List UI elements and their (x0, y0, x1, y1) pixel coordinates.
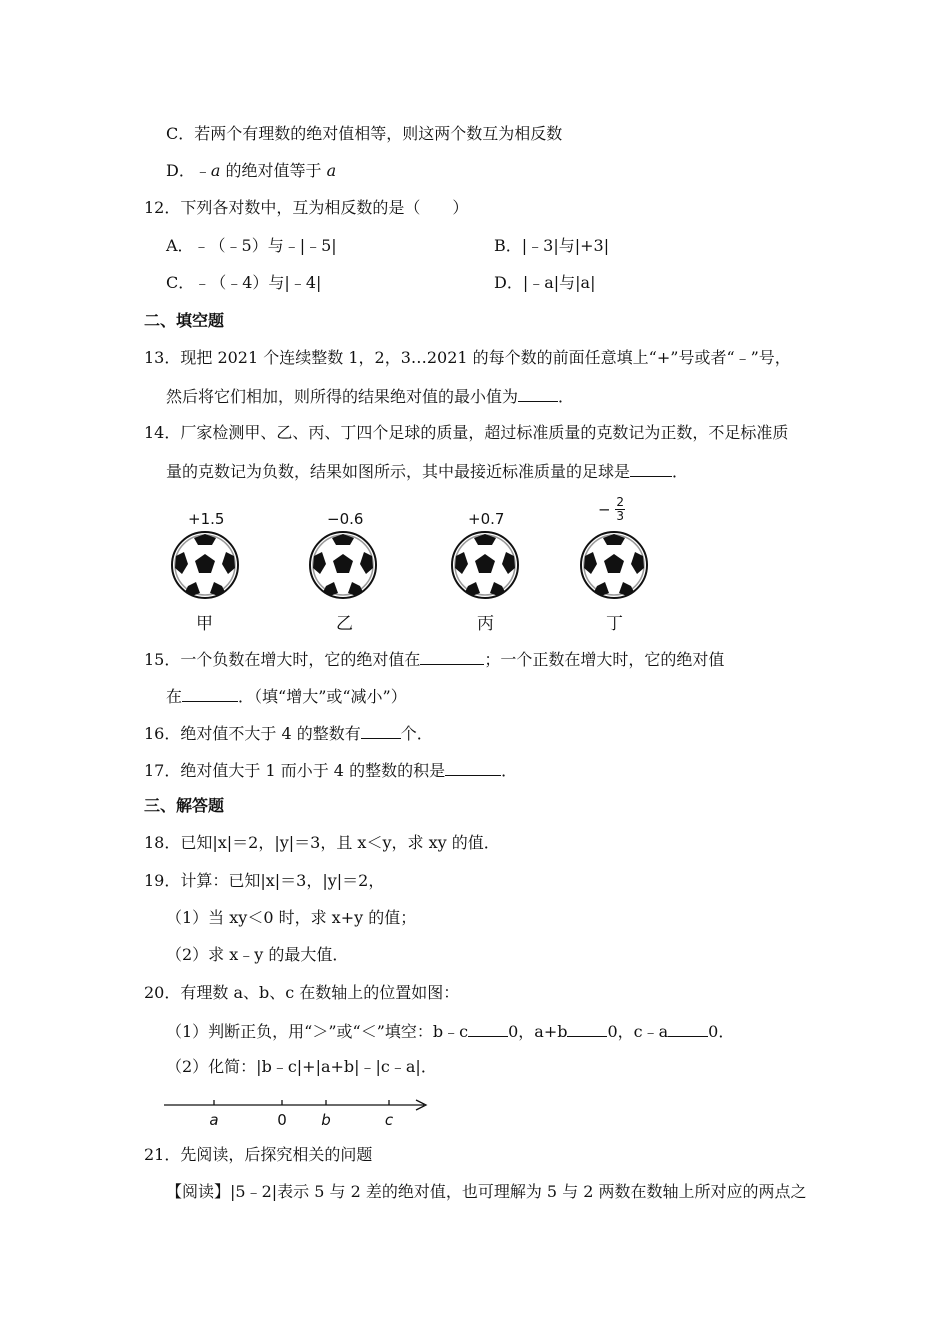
q19-part1: （1）当 xy＜0 时，求 x+y 的值； (166, 908, 417, 927)
ball-yi-label: 乙 (336, 614, 353, 634)
q15-line1-b: ；一个正数在增大时，它的绝对值 (484, 650, 725, 669)
q13-line2 (166, 385, 574, 407)
q15-blank-1[interactable] (420, 648, 484, 665)
label-zero: 0 (277, 1111, 287, 1129)
q21-read: 【阅读】|5﹣2|表示 5 与 2 差的绝对值，也可理解为 5 与 2 两数在数轴上所对应的两点之 (166, 1182, 807, 1201)
q11-option-c: C．若两个有理数的绝对值相等，则这两个数互为相反数 (166, 124, 563, 143)
q20-part1 (166, 1020, 734, 1042)
label-a: a (209, 1111, 219, 1129)
q17-b: ． (501, 761, 518, 780)
q18: 18．已知|x|＝2，|y|＝3，且 x＜y，求 xy 的值． (144, 833, 500, 852)
q20-part2: （2）化简：|b﹣c|+|a+b|﹣|c﹣a|． (166, 1057, 437, 1076)
soccer-ball-ding-icon (579, 530, 649, 600)
q21-stem: 21．先阅读，后探究相关的问题 (144, 1145, 373, 1164)
q15-line1-a: 15．一个负数在增大时，它的绝对值在 (144, 650, 421, 669)
q14-answer-blank[interactable] (630, 460, 672, 477)
soccer-ball-jia-icon (170, 530, 240, 600)
label-b: b (321, 1111, 331, 1129)
q20-part1-c: 0，c﹣a (607, 1022, 669, 1041)
ball-ding-label: 丁 (606, 614, 623, 634)
soccer-ball-yi-icon (308, 530, 378, 600)
q14-line2 (166, 460, 688, 482)
ball-ding-value (598, 496, 625, 523)
q20-blank-3[interactable] (668, 1020, 708, 1037)
q19-part2: （2）求 x﹣y 的最大值． (166, 945, 349, 964)
ball-ding-fraction (615, 496, 625, 523)
q16-a: 16．绝对值不大于 4 的整数有 (144, 724, 361, 743)
q14-line2-text: 量的克数记为负数，结果如图所示，其中最接近标准质量的足球是 (166, 462, 631, 481)
q14-line1: 14．厂家检测甲、乙、丙、丁四个足球的质量，超过标准质量的克数记为正数，不足标准质 (144, 423, 789, 442)
number-line-diagram (160, 1092, 435, 1132)
q15-line2-a: 在 (166, 687, 183, 706)
q15-blank-2[interactable] (182, 685, 238, 702)
q13-line1: 13．现把 2021 个连续整数 1，2，3…2021 的每个数的前面任意填上“+”号或者“﹣”号， (144, 348, 791, 367)
q17-a: 17．绝对值大于 1 而小于 4 的整数的积是 (144, 761, 446, 780)
soccer-ball-bing-icon (450, 530, 520, 600)
q13-line2-text: 然后将它们相加，则所得的结果绝对值的最小值为 (166, 387, 519, 406)
ball-jia-value: +1.5 (188, 510, 225, 528)
ball-ding-numerator: 2 (616, 495, 624, 509)
q11-option-d (166, 161, 336, 181)
q15-line1 (144, 648, 724, 670)
q11-option-d-prefix: D．﹣ (166, 161, 211, 180)
q13-line2-end: ． (558, 387, 575, 406)
q12-option-d: D．|﹣a|与|a| (494, 273, 596, 292)
q12-option-a: A．﹣（﹣5）与﹣|﹣5| (166, 236, 337, 255)
q20-part1-a: （1）判断正负，用“＞”或“＜”填空：b﹣c (166, 1022, 469, 1041)
q14-line2-end: ． (672, 462, 689, 481)
ball-jia-label: 甲 (196, 614, 213, 634)
q20-blank-2[interactable] (567, 1020, 607, 1037)
q12-option-c: C．﹣（﹣4）与|﹣4| (166, 273, 322, 292)
q11-option-d-mid: 的绝对值等于 (220, 161, 327, 180)
q16-b: 个． (400, 724, 433, 743)
q20-stem: 20．有理数 a、b、c 在数轴上的位置如图： (144, 983, 460, 1002)
q20-blank-1[interactable] (468, 1020, 508, 1037)
section-fill-in-title: 二、填空题 (144, 311, 225, 330)
q15-line2 (166, 685, 407, 707)
ball-ding-denominator: 3 (616, 509, 624, 523)
q16 (144, 722, 433, 744)
label-c: c (384, 1111, 394, 1129)
q17-blank[interactable] (445, 759, 501, 776)
q12-option-b: B．|﹣3|与|+3| (494, 236, 610, 255)
ball-ding-sign: − (598, 500, 611, 519)
q12-stem: 12．下列各对数中，互为相反数的是（ ） (144, 198, 469, 217)
ball-bing-value: +0.7 (468, 510, 505, 528)
ball-yi-value: −0.6 (327, 510, 364, 528)
q15-line2-b: ．（填“增大”或“减小”） (238, 687, 407, 706)
q20-part1-b: 0，a+b (508, 1022, 568, 1041)
q13-answer-blank[interactable] (518, 385, 558, 402)
q19-stem: 19．计算：已知|x|＝3，|y|＝2， (144, 871, 385, 890)
q11-option-d-var: a (210, 161, 221, 180)
q16-blank[interactable] (361, 722, 401, 739)
section-solve-title: 三、解答题 (144, 796, 225, 815)
q11-option-d-var2: a (326, 161, 337, 180)
q17 (144, 759, 517, 781)
q20-part1-d: 0． (708, 1022, 735, 1041)
ball-bing-label: 丙 (477, 614, 494, 634)
